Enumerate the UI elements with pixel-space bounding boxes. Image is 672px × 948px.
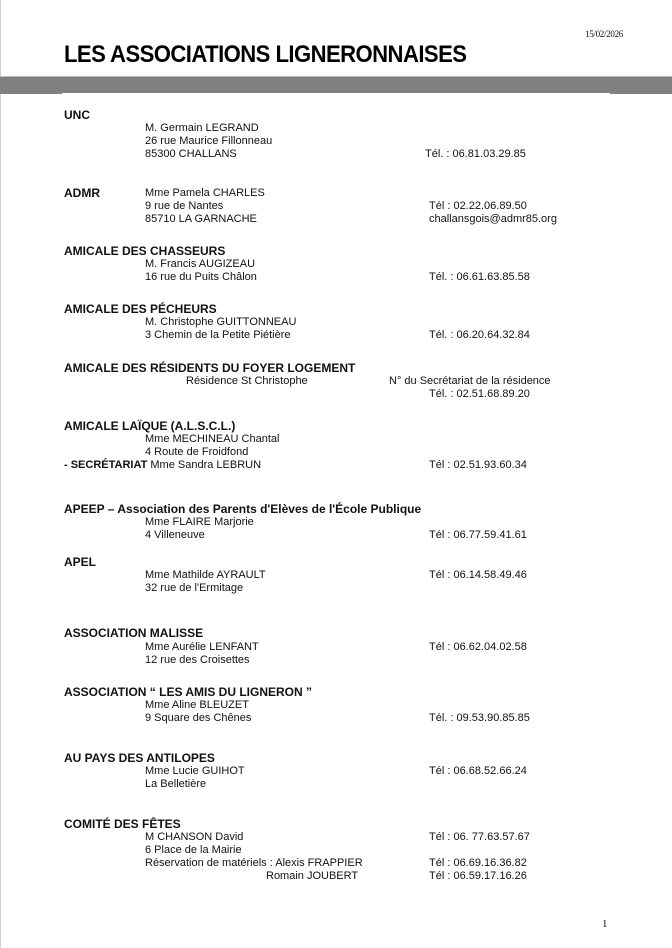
secretariat-contact: Mme Sandra LEBRUN <box>150 459 262 471</box>
association-phone: Tél : 02.22.06.89.50 <box>429 200 527 212</box>
association-name: AU PAYS DES ANTILOPES <box>64 751 215 765</box>
association-phone: Tél. : 06.61.63.85.58 <box>429 271 530 283</box>
page-number: 1 <box>602 918 608 930</box>
association-name: COMITÉ DES FÊTES <box>64 817 181 831</box>
association-phone: Tél : 06.68.52.66.24 <box>429 765 527 777</box>
association-contact: Mme Lucie GUIHOT <box>145 765 245 777</box>
secretariat-label: - SECRÉTARIAT <box>64 459 148 471</box>
association-contact: M CHANSON David <box>145 831 244 843</box>
association-address: 26 rue Maurice Fillonneau <box>145 135 273 147</box>
association-address: 12 rue des Croisettes <box>145 654 250 666</box>
association-address: 3 Chemin de la Petite Piétière <box>145 329 291 341</box>
association-contact: M. Christophe GUITTONNEAU <box>145 316 297 328</box>
association-phone: Tél : 06.62.04.02.58 <box>429 641 527 653</box>
association-phone: Tél : 02.51.93.60.34 <box>429 459 527 471</box>
page-edge <box>0 0 1 948</box>
header-divider-bar <box>0 76 672 94</box>
association-name: APEL <box>64 555 97 569</box>
association-address: 4 Route de Froidfond <box>145 446 249 458</box>
association-email[interactable]: challansgois@admr85.org <box>429 213 557 225</box>
association-contact: Mme Mathilde AYRAULT <box>145 569 266 581</box>
association-phone: Tél : 06.77.59.41.61 <box>429 529 527 541</box>
association-name: ASSOCIATION MALISSE <box>64 626 204 640</box>
secretariat-line <box>64 459 261 472</box>
reservation-phone: Tél : 06.59.17.16.26 <box>429 870 527 882</box>
association-name: ASSOCIATION “ LES AMIS DU LIGNERON ” <box>64 685 313 699</box>
association-city: 85710 LA GARNACHE <box>145 213 257 225</box>
association-address: 9 Square des Chênes <box>145 712 252 724</box>
association-phone: Tél : 06.14.58.49.46 <box>429 569 527 581</box>
association-phone: Tél : 06. 77.63.57.67 <box>429 831 530 843</box>
association-contact: Mme Aurélie LENFANT <box>145 641 259 653</box>
reservation-phone: Tél : 06.69.16.36.82 <box>429 857 527 869</box>
association-contact: M. Francis AUGIZEAU <box>145 258 256 270</box>
association-contact: Mme Pamela CHARLES <box>145 187 265 199</box>
association-name: AMICALE DES PÉCHEURS <box>64 302 217 316</box>
association-address: 9 rue de Nantes <box>145 200 224 212</box>
association-name: AMICALE DES CHASSEURS <box>64 244 226 258</box>
association-address: 4 Villeneuve <box>145 529 205 541</box>
association-contact: Mme MECHINEAU Chantal <box>145 433 280 445</box>
association-name: AMICALE DES RÉSIDENTS DU FOYER LOGEMENT <box>64 361 356 375</box>
reservation-label: Réservation de matériels : Alexis FRAPPIER <box>145 857 363 869</box>
association-contact: Mme Aline BLEUZET <box>145 699 249 711</box>
document-date: 15/02/2026 <box>585 29 624 39</box>
association-name: APEEP – Association des Parents d'Elèves de l'École Publique <box>64 502 422 516</box>
association-contact: M. Germain LEGRAND <box>145 122 259 134</box>
reservation-contact: Romain JOUBERT <box>266 870 359 882</box>
association-city: 85300 CHALLANS <box>145 148 237 160</box>
association-name: ADMR <box>64 186 100 200</box>
association-name: AMICALE LAÏQUE (A.L.S.C.L.) <box>64 419 236 433</box>
association-contact: Mme FLAIRE Marjorie <box>145 516 254 528</box>
association-phone: Tél. : 06.20.64.32.84 <box>429 329 530 341</box>
header-divider-inset <box>62 93 610 94</box>
association-address: 32 rue de l'Ermitage <box>145 582 244 594</box>
association-address: La Belletière <box>145 778 207 790</box>
page-title: LES ASSOCIATIONS LIGNERONNAISES <box>64 41 467 68</box>
association-phone: Tél. : 09.53.90.85.85 <box>429 712 530 724</box>
association-phone: Tél. : 02.51.68.89.20 <box>429 388 530 400</box>
association-note: N° du Secrétariat de la résidence <box>389 375 551 387</box>
association-name: UNC <box>64 108 90 122</box>
association-address: 6 Place de la Mairie <box>145 844 242 856</box>
association-address: 16 rue du Puits Châlon <box>145 271 257 283</box>
association-phone: Tél. : 06.81.03.29.85 <box>425 148 526 160</box>
association-address: Résidence St Christophe <box>186 375 308 387</box>
